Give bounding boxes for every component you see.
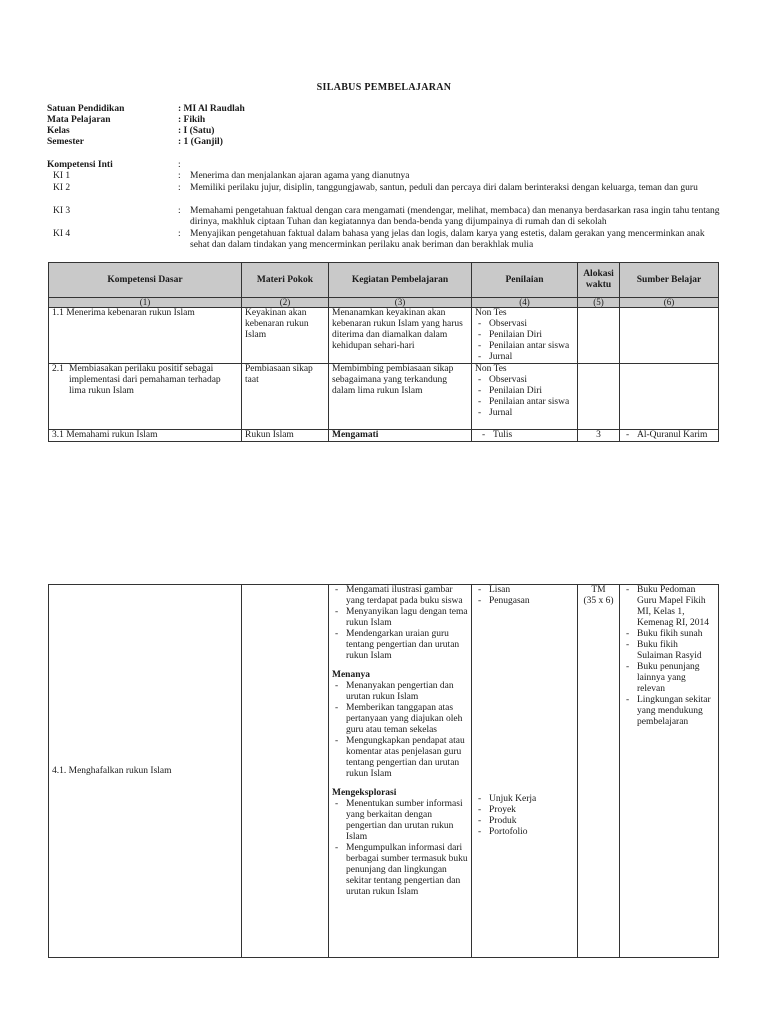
column-number: (3) (329, 298, 472, 308)
sumber-cell (620, 585, 719, 958)
list-item: - Buku fikih sunah (623, 629, 715, 640)
penilaian-cell (472, 585, 578, 958)
list-item: - Tulis (479, 430, 574, 441)
alokasi-cell: 3 (578, 430, 620, 442)
table-row (49, 430, 719, 442)
list-item: - Buku penunjang lainnya yang relevan (623, 662, 715, 695)
ki-colon: : (178, 183, 181, 193)
sumber-cell (620, 430, 719, 442)
ki-key: KI 2 (53, 183, 71, 193)
penilaian-title: Non Tes (475, 364, 507, 374)
table-row (49, 364, 719, 430)
list-item: - Penilaian Diri (475, 386, 574, 397)
header-alokasi: Alokasi waktu (578, 263, 620, 298)
materi-cell: Pembiasaan sikap taat (242, 364, 329, 430)
meta-value: : MI Al Raudlah (178, 104, 245, 114)
syllabus-table-continued (48, 584, 719, 958)
list-item: - Portofolio (475, 827, 574, 838)
header-penilaian: Penilaian (472, 263, 578, 298)
ki-text: Memiliki perilaku jujur, disiplin, tanggungjawab, santun, peduli dan percaya diri dalam berinteraksi dengan keluarga, teman dan guru (190, 183, 698, 193)
list-item: - Menyanyikan lagu dengan tema rukun Islam (332, 607, 468, 629)
ki-key: KI 4 (53, 229, 71, 239)
alokasi-cell (578, 364, 620, 430)
meta-label: Mata Pelajaran (47, 115, 111, 125)
list-item: - Buku Pedoman Guru Mapel Fikih MI, Kelas 1, Kemenag RI, 2014 (623, 585, 715, 629)
alokasi-cell (578, 308, 620, 364)
meta-label: Kelas (47, 126, 70, 136)
kd-cell: 3.1 Memahami rukun Islam (49, 430, 242, 442)
table-header-row (49, 263, 719, 298)
list-item: - Observasi (475, 319, 574, 330)
penilaian-cell (472, 308, 578, 364)
list-item: - Mengumpulkan informasi dari berbagai sumber termasuk buku penunjang dan lingkungan sekitar tentang pengertian dan urutan rukun Islam (332, 843, 468, 898)
list-item: - Lingkungan sekitar yang mendukung pembelajaran (623, 695, 715, 728)
ki-heading-colon: : (178, 160, 181, 170)
penilaian-list (475, 375, 574, 419)
page-title: SILABUS PEMBELAJARAN (316, 82, 452, 93)
kd-cell: 4.1. Menghafalkan rukun Islam (49, 585, 242, 958)
sumber-list (623, 585, 715, 728)
penilaian-cell (472, 430, 578, 442)
kd-cell (49, 364, 242, 430)
kegiatan-cell: Mengamati (329, 430, 472, 442)
sumber-cell (620, 308, 719, 364)
mengamati-list (332, 585, 468, 662)
meta-label: Semester (47, 137, 84, 147)
ki-key: KI 1 (53, 171, 71, 181)
kegiatan-cell (329, 585, 472, 958)
menanya-list (332, 681, 468, 780)
sumber-list (623, 430, 715, 441)
list-item: - Proyek (475, 805, 574, 816)
kd-content (52, 364, 238, 397)
kd-number: 2.1 (52, 364, 64, 374)
ki-text: Menerima dan menjalankan ajaran agama yang dianutnya (190, 171, 410, 181)
penilaian-list (479, 430, 574, 441)
header-materi-pokok: Materi Pokok (242, 263, 329, 298)
penilaian-list (475, 319, 574, 363)
list-item: - Observasi (475, 375, 574, 386)
list-item: - Mengungkapkan pendapat atau komentar atas penjelasan guru tentang pengertian dan urutan rukun Islam (332, 736, 468, 780)
list-item: - Jurnal (475, 352, 574, 363)
list-item: - Mendengarkan uraian guru tentang pengertian dan urutan rukun Islam (332, 629, 468, 662)
list-item: - Penilaian antar siswa (475, 341, 574, 352)
penilaian-list-b (475, 794, 574, 838)
sumber-cell (620, 364, 719, 430)
meta-row-mapel (47, 115, 727, 126)
list-item: - Mengamati ilustrasi gambar yang terdapat pada buku siswa (332, 585, 468, 607)
list-item: - Menentukan sumber informasi yang berkaitan dengan pengertian dan urutan rukun Islam (332, 799, 468, 843)
list-item: - Penilaian Diri (475, 330, 574, 341)
table-number-row (49, 298, 719, 308)
meta-row-semester (47, 137, 727, 148)
list-item: - Buku fikih Sulaiman Rasyid (623, 640, 715, 662)
ki-text: Memahami pengetahuan faktual dengan cara mengamati (mendengar, melihat, membaca) dan menanya berdasarkan rasa ingin tahu tentang dirinya, makhluk ciptaan Tuhan dan kegiatannya dan benda-benda yang dijumpainya di rumah dan di sekolah (190, 206, 720, 227)
penilaian-cell (472, 364, 578, 430)
column-number: (4) (472, 298, 578, 308)
ki-item-4 (53, 229, 723, 251)
mengeksplorasi-heading: Mengeksplorasi (332, 788, 397, 798)
materi-cell: Rukun Islam (242, 430, 329, 442)
list-item: - Produk (475, 816, 574, 827)
kompetensi-inti-heading (47, 160, 727, 171)
column-number: (2) (242, 298, 329, 308)
ki-item-2 (53, 183, 723, 194)
ki-text: Menyajikan pengetahuan faktual dalam bahasa yang jelas dan logis, dalam karya yang estetis, dalam gerakan yang mencerminkan anak sehat dan dalam tindakan yang mencerminkan perilaku anak beriman dan berakhlak mulia (190, 229, 705, 250)
eksplorasi-list (332, 799, 468, 898)
ki-colon: : (178, 206, 181, 216)
syllabus-table (48, 262, 719, 442)
table-row (49, 585, 719, 958)
identity-block (47, 104, 727, 148)
meta-row-kelas (47, 126, 727, 137)
ki-item-3 (53, 206, 723, 228)
ki-item-1 (53, 171, 723, 182)
ki-colon: : (178, 171, 181, 181)
list-item: - Lisan (475, 585, 574, 596)
materi-cell: Keyakinan akan kebenaran rukun Islam (242, 308, 329, 364)
kegiatan-cell: Menanamkan keyakinan akan kebenaran rukun Islam yang harus diterima dan diamalkan dalam kehidupan sehari-hari (329, 308, 472, 364)
header-kegiatan: Kegiatan Pembelajaran (329, 263, 472, 298)
ki-colon: : (178, 229, 181, 239)
column-number: (6) (620, 298, 719, 308)
header-sumber: Sumber Belajar (620, 263, 719, 298)
list-item: - Memberikan tanggapan atas pertanyaan yang diajukan oleh guru atau teman sekelas (332, 703, 468, 736)
list-item: - Menanyakan pengertian dan urutan rukun Islam (332, 681, 468, 703)
meta-label: Satuan Pendidikan (47, 104, 125, 114)
list-item: - Penugasan (475, 596, 574, 607)
kd-cell: 1.1 Menerima kebenaran rukun Islam (49, 308, 242, 364)
penilaian-list-a (475, 585, 574, 607)
meta-value: : 1 (Ganjil) (178, 137, 223, 147)
menanya-heading: Menanya (332, 670, 370, 680)
ki-heading-label: Kompetensi Inti (47, 160, 113, 170)
list-item: - Al-Quranul Karim (623, 430, 715, 441)
materi-cell (242, 585, 329, 958)
list-item: - Unjuk Kerja (475, 794, 574, 805)
kegiatan-cell: Membimbing pembiasaan sikap sebagaimana yang terkandung dalam lima rukun Islam (329, 364, 472, 430)
meta-value: : Fikih (178, 115, 206, 125)
penilaian-title: Non Tes (475, 308, 507, 318)
kd-text: Membiasakan perilaku positif sebagai implementasi dari pemahaman terhadap lima rukun Islam (69, 364, 221, 396)
column-number: (1) (49, 298, 242, 308)
meta-value: : I (Satu) (178, 126, 215, 136)
list-item: - Jurnal (475, 408, 574, 419)
ki-key: KI 3 (53, 206, 71, 216)
table-row (49, 308, 719, 364)
alokasi-cell: TM (35 x 6) (578, 585, 620, 958)
column-number: (5) (578, 298, 620, 308)
header-kompetensi-dasar: Kompetensi Dasar (49, 263, 242, 298)
list-item: - Penilaian antar siswa (475, 397, 574, 408)
meta-row-satuan (47, 104, 727, 115)
